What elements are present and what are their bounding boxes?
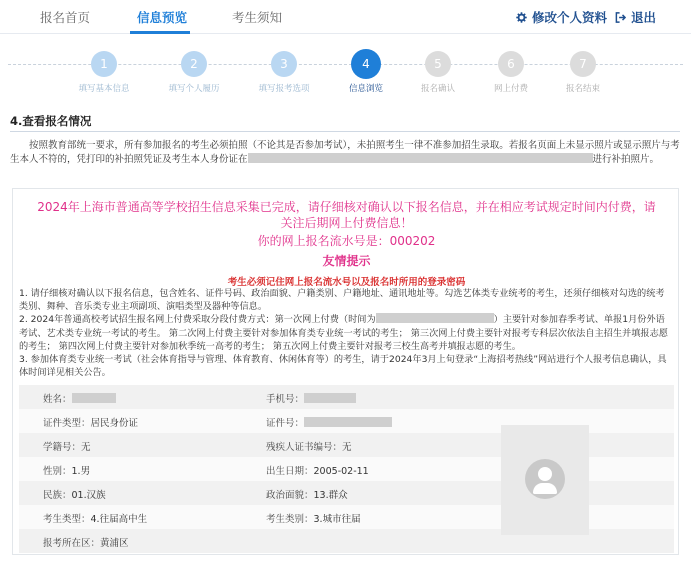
step-4: [326, 48, 406, 94]
photo-notice-text-b: 进行补拍照片。: [592, 154, 660, 165]
step-6-label: 网上付费: [493, 84, 528, 94]
ethnicity-label: 民族：: [43, 490, 72, 501]
name-field: [43, 391, 116, 405]
serial-number: [13, 232, 680, 249]
id-type-label: 证件类型：: [43, 418, 91, 429]
section-divider: [10, 131, 680, 132]
step-2: [154, 48, 234, 94]
step-7-label: 报名结束: [565, 84, 600, 94]
step-3-circle: 3: [271, 51, 297, 77]
step-6-circle: 6: [498, 51, 524, 77]
student-number-label: 学籍号：: [43, 442, 82, 453]
candidate-info-table: [19, 385, 674, 551]
student-number-value: 无: [81, 442, 91, 453]
nav-info-preview[interactable]: 信息预览: [137, 10, 188, 25]
political-status-field: [266, 487, 348, 501]
examinee-type-value: 4.往届高中生: [90, 514, 148, 525]
logout-label: 退出: [631, 10, 657, 25]
info-row: [19, 385, 674, 409]
photo-notice-text-a: 按照教育部统一要求，所有参加报名的考生必须拍照（不论其是否参加考试），未拍照考生一律不准参加招生录取。若报名页面上未显示照片或显示照片与考生本人不符的，凭打印的补拍照凭证及考生本人身份证在: [10, 140, 680, 165]
redacted-phone: [304, 393, 356, 403]
gender-field: [43, 463, 90, 477]
registration-info-panel: [12, 188, 679, 555]
exam-district-field: [43, 535, 129, 549]
step-4-circle: 4: [351, 49, 381, 79]
top-nav: [0, 0, 691, 34]
serial-number-label: 你的网上报名流水号是：: [257, 234, 390, 248]
political-status-label: 政治面貌：: [266, 490, 314, 501]
tip-item-2-a: 2. 2024年普通高校考试招生报名网上付费采取分段付费方式：第一次网上付费（时间为: [19, 314, 376, 326]
section-title: 4.查看报名情况: [10, 114, 92, 128]
avatar-head: [538, 467, 552, 481]
step-5-label: 报名确认: [420, 84, 455, 94]
birth-date-label: 出生日期：: [266, 466, 314, 477]
disability-cert-value: 无: [342, 442, 352, 453]
examinee-category-label: 考生类别：: [266, 514, 314, 525]
step-7: [543, 48, 623, 94]
name-label: 姓名：: [43, 394, 72, 405]
ethnicity-value: 01.汉族: [71, 490, 106, 501]
step-7-circle: 7: [570, 51, 596, 77]
step-3-label: 填写报考选项: [258, 84, 310, 94]
avatar-placeholder-icon: [525, 459, 565, 499]
phone-label: 手机号：: [266, 394, 305, 405]
tip-item-2-b: ）主要针对参加春季考试、单报1月份外语考试、艺术类专业统一考试的考生。 第二次网上付费主要针对参加体育类专业统一考试的考生； 第三次网上付费主要针对报考专科层次依法自主招生并填报志愿的考生； 第四次网上付费主要针对参加秋季统一高考的考生； 第五次网上付费主要针对报考三校生高考并填报志愿的考生。: [19, 314, 668, 352]
step-5: [398, 48, 478, 94]
tips-title: 友情提示: [322, 254, 371, 268]
step-4-label: 信息浏览: [348, 84, 383, 94]
nav-home[interactable]: 报名首页: [40, 10, 91, 25]
tips-warning: 考生必须记住网上报名流水号以及报名时所用的登录密码: [227, 277, 466, 288]
photo-notice: [10, 139, 682, 167]
edit-profile-label: 修改个人资料: [532, 10, 608, 25]
gear-icon: [516, 12, 527, 23]
political-status-value: 13.群众: [313, 490, 348, 501]
tips-list: [19, 287, 671, 379]
gender-value: 1.男: [71, 466, 91, 477]
step-1: [64, 48, 144, 94]
id-number-label: 证件号：: [266, 418, 305, 429]
phone-field: [266, 391, 356, 405]
exam-district-label: 报考所在区：: [43, 538, 101, 549]
candidate-photo: [501, 425, 589, 535]
redacted-id-number: [304, 417, 392, 427]
edit-profile-button[interactable]: [516, 8, 607, 26]
redacted-location: [248, 153, 593, 163]
step-2-circle: 2: [181, 51, 207, 77]
logout-icon: [615, 12, 626, 23]
logout-button[interactable]: [615, 8, 656, 26]
exam-district-value: 黄浦区: [100, 538, 129, 549]
student-number-field: [43, 439, 91, 453]
tip-item-2: [19, 313, 671, 353]
disability-cert-label: 残疾人证书编号：: [266, 442, 343, 453]
examinee-category-value: 3.城市往届: [313, 514, 361, 525]
examinee-type-label: 考生类型：: [43, 514, 91, 525]
birth-date-field: [266, 463, 369, 477]
birth-date-value: 2005-02-11: [313, 466, 369, 477]
examinee-type-field: [43, 511, 147, 525]
step-1-label: 填写基本信息: [78, 84, 130, 94]
step-2-label: 填写个人履历: [168, 84, 220, 94]
step-6: [471, 48, 551, 94]
serial-number-value: 000202: [389, 234, 436, 248]
ethnicity-field: [43, 487, 106, 501]
active-tab-indicator: [130, 31, 190, 34]
step-5-circle: 5: [425, 51, 451, 77]
step-1-circle: 1: [91, 51, 117, 77]
id-number-field: [266, 415, 392, 429]
redacted-payment-time: [376, 313, 494, 323]
id-type-field: [43, 415, 138, 429]
gender-label: 性别：: [43, 466, 72, 477]
examinee-category-field: [266, 511, 361, 525]
redacted-name: [72, 393, 116, 403]
tip-item-1: 1. 请仔细核对确认以下报名信息，包含姓名、证件号码、政治面貌、户籍类别、户籍地址、通讯地址等。勾选艺体类专业统考的考生，还须仔细核对勾选的统考类别、舞种、音乐类专业主项副项、演唱类型及器种等信息。: [19, 288, 665, 313]
completion-announcement: 2024年上海市普通高等学校招生信息采集已完成，请仔细核对确认以下报名信息，并在相应考试规定时间内付费，请关注后期网上付费信息！: [37, 200, 656, 230]
step-indicator: [0, 48, 691, 100]
disability-cert-field: [266, 439, 352, 453]
tip-item-3: 3. 参加体育类专业统一考试（社会体育指导与管理、体育教育、休闲体育等）的考生，请于2024年3月上旬登录“上海招考热线”网站进行个人报考信息确认，具体时间详见相关公告。: [19, 354, 667, 379]
avatar-body: [533, 483, 557, 494]
nav-examinee-notice[interactable]: 考生须知: [232, 10, 283, 25]
id-type-value: 居民身份证: [90, 418, 139, 429]
step-3: [244, 48, 324, 94]
